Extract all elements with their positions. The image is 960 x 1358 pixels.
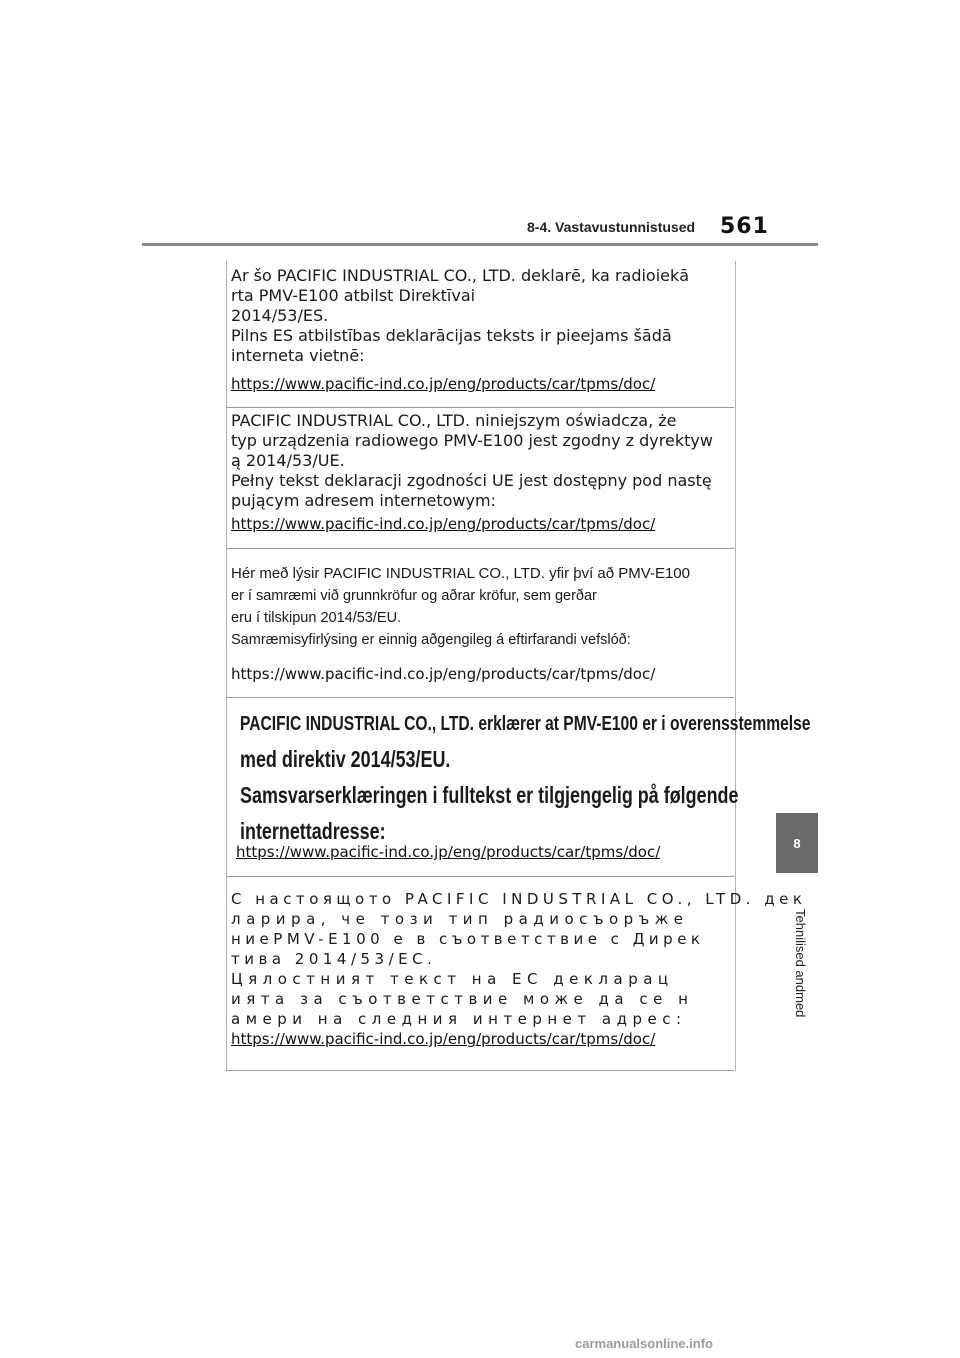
doc-url-link[interactable]: https://www.pacific-ind.co.jp/eng/products/car/tpms/doc/ — [231, 375, 656, 393]
text-line: er í samræmi við grunnkröfur og aðrar kröfur, sem gerðar — [231, 588, 597, 604]
text-line: PACIFIC INDUSTRIAL CO., LTD. niniejszym oświadcza, że — [231, 411, 677, 430]
section-divider — [226, 697, 734, 698]
declaration-icelandic — [226, 563, 734, 651]
text-line: internettadresse: — [240, 818, 386, 844]
text-line: ą 2014/53/UE. — [231, 451, 345, 470]
section-divider — [226, 1070, 734, 1071]
text-line: typ urządzenia radiowego PMV-E100 jest zgodny z dyrektyw — [231, 431, 713, 450]
text-line: ларира, че този тип радиосъоръже — [231, 910, 689, 928]
text-line: med direktiv 2014/53/EU. — [240, 746, 451, 772]
section-title: 8-4. Vastavustunnistused — [527, 219, 696, 235]
text-line: PACIFIC INDUSTRIAL CO., LTD. erklærer at PMV-E100 er i overensstemmelse — [240, 713, 811, 735]
text-line: Pełny tekst deklaracji zgodności UE jest dostępny pod nastę — [231, 471, 712, 490]
text-line: ниеPMV-E100 е в съответствие с Дирек — [231, 930, 705, 948]
doc-url-link[interactable]: https://www.pacific-ind.co.jp/eng/products/car/tpms/doc/ — [231, 515, 656, 533]
text-line: eru í tilskipun 2014/53/EU. — [231, 610, 402, 626]
text-line: rta PMV-E100 atbilst Direktīvai — [231, 286, 476, 305]
text-line: тива 2014/53/ЕС. — [231, 950, 437, 968]
text-line: Pilns ES atbilstības deklarācijas teksts ir pieejams šādā — [231, 326, 672, 345]
text-line: interneta vietnē: — [231, 346, 365, 365]
declaration-latvian — [226, 266, 734, 366]
text-line: pującym adresem internetowym: — [231, 491, 496, 510]
text-line: ията за съответствие може да се н — [231, 990, 694, 1008]
declaration-polish — [226, 411, 734, 511]
header-divider — [142, 243, 818, 246]
text-line: Samsvarserklæringen i fulltekst er tilgjengelig på følgende — [240, 782, 739, 808]
doc-url-link[interactable]: https://www.pacific-ind.co.jp/eng/products/car/tpms/doc/ — [231, 665, 656, 683]
chapter-tab[interactable] — [776, 813, 818, 873]
declaration-norwegian — [226, 707, 811, 849]
text-line: Цялостният текст на ЕС декларац — [231, 970, 674, 988]
text-line: 2014/53/ES. — [231, 306, 329, 325]
text-line: амери на следния интернет адрес: — [231, 1010, 687, 1028]
section-divider — [226, 407, 734, 408]
text-line: С настоящото PACIFIC INDUSTRIAL CO., LTD. дек — [231, 890, 807, 908]
section-divider — [226, 876, 734, 877]
text-line: Samræmisyfirlýsing er einnig aðgengileg á eftirfarandi vefslóð: — [231, 632, 631, 648]
chapter-label: Tehnilised andmed — [793, 909, 808, 1018]
text-line: Ar šo PACIFIC INDUSTRIAL CO., LTD. deklarē, ka radioiekā — [231, 266, 690, 285]
section-divider — [226, 548, 734, 549]
chapter-number: 8 — [793, 835, 801, 851]
watermark: carmanualsonline.info — [575, 1336, 713, 1351]
doc-url-link[interactable]: https://www.pacific-ind.co.jp/eng/products/car/tpms/doc/ — [236, 843, 661, 861]
doc-url-link[interactable]: https://www.pacific-ind.co.jp/eng/products/car/tpms/doc/ — [231, 1030, 656, 1048]
text-line: Hér með lýsir PACIFIC INDUSTRIAL CO., LTD. yfir því að PMV-E100 — [231, 565, 690, 582]
page-number: 561 — [720, 214, 769, 239]
